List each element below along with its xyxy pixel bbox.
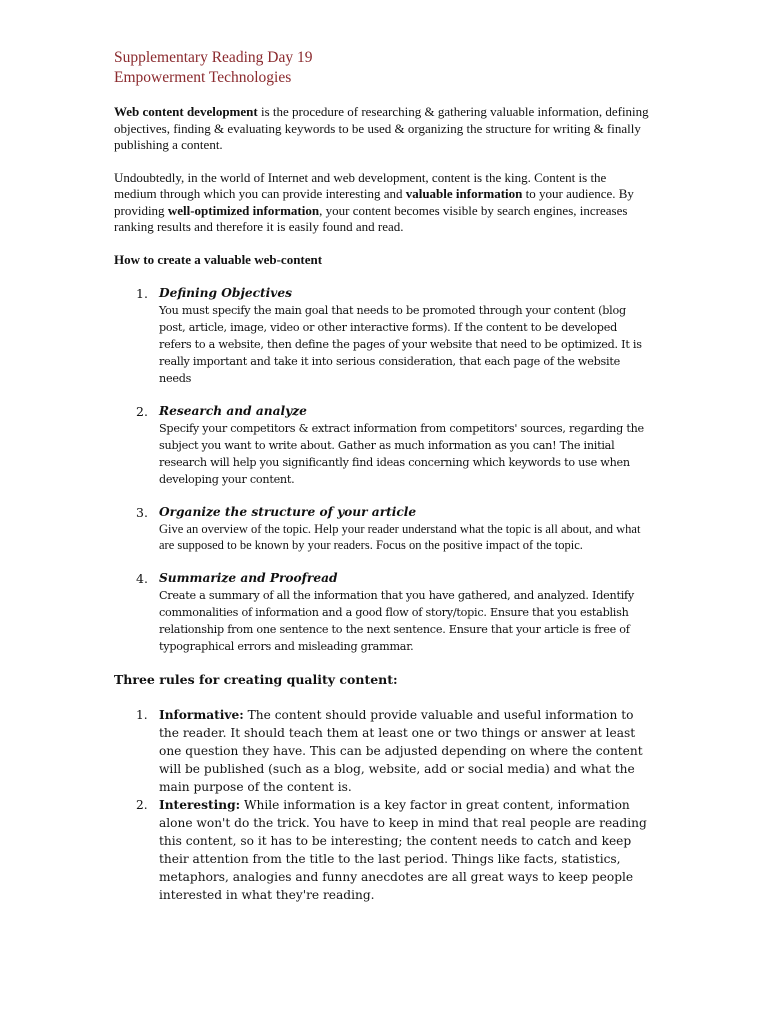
rules-heading: Three rules for creating quality content:	[114, 671, 398, 687]
term-valuable-information: valuable information	[405, 186, 523, 201]
step-item	[114, 570, 650, 655]
step-item	[114, 285, 650, 387]
rule-item	[114, 706, 650, 796]
heading-subject: Empowerment Technologies	[114, 69, 292, 86]
rule-title: Interesting:	[159, 797, 241, 812]
rule-text: The content should provide valuable and useful information to the reader. It should teach them at least one or two things or answer at least one question they have. This can be adjusted depending on where the content will be published (such as a blog, website, add or social media) and what the main purpose of the content is.	[159, 707, 643, 794]
rule-item	[114, 796, 650, 904]
step-text: You must specify the main goal that needs to be promoted through your content (blog post, article, image, video or other interactive forms). If the content to be developed refers to a website, then define the pages of your website that need to be optimized. It is really important and take it into serious consideration, that each page of the website needs	[159, 303, 642, 385]
term-well-optimized-information: well-optimized information	[167, 202, 320, 218]
step-text: Give an overview of the topic. Help your reader understand what the topic is all about, and what are supposed to be known by your readers. Focus on the positive impact of the topic.	[159, 521, 641, 552]
step-title: Summarize and Proofread	[159, 570, 338, 585]
intro-paragraph-2-text-a: Undoubtedly, in the world of Internet and web development, content is the king. Content is the medium through which you can provide interesting and	[114, 169, 607, 201]
rule-text: While information is a key factor in great content, information alone won't do the trick. You have to keep in mind that real people are reading this content, so it has to be interesting; the content needs to catch and keep their attention from the title to the last period. Things like facts, statistics, metaphors, analogies and funny anecdotes are all great ways to keep people interested in what they're reading.	[159, 797, 647, 902]
document-heading	[114, 48, 650, 88]
intro-paragraph-2-text-b: to your audience. By providing	[114, 186, 634, 218]
step-number: 3.	[136, 504, 148, 520]
term-web-content-development: Web content development	[114, 104, 258, 119]
steps-list	[114, 285, 650, 655]
step-text: Create a summary of all the information that you have gathered, and analyzed. Identify commonalities of information and a good flow of story/topic. Ensure that you establish relationship from one sentence to the next sentence. Ensure that your article is free of typographical errors and misleading grammar.	[159, 588, 634, 653]
rule-number: 1.	[136, 707, 148, 722]
rule-number: 2.	[136, 797, 148, 812]
intro-paragraph-2-text-c: , your content becomes visible by search engines, increases ranking results and therefore it is easily found and read.	[114, 202, 628, 234]
rule-title: Informative:	[159, 707, 244, 722]
step-title: Organize the structure of your article	[159, 504, 417, 519]
rules-list	[114, 706, 650, 904]
heading-title: Supplementary Reading Day 19	[114, 49, 313, 66]
step-number: 4.	[136, 570, 148, 586]
intro-paragraph-1	[114, 104, 650, 154]
section-heading: How to create a valuable web-content	[114, 251, 323, 267]
step-text: Specify your competitors & extract information from competitors' sources, regarding the subject you want to write about. Gather as much information as you can! The initial research will help you significantly find ideas concerning which keywords to use when developing your content.	[159, 421, 644, 486]
step-number: 1.	[136, 285, 148, 301]
step-item	[114, 504, 650, 554]
step-item	[114, 403, 650, 488]
step-number: 2.	[136, 403, 148, 419]
intro-paragraph-2	[114, 170, 650, 236]
step-title: Defining Objectives	[159, 285, 292, 300]
step-title: Research and analyze	[159, 403, 307, 418]
intro-paragraph-1-text: is the procedure of researching & gathering valuable information, defining objectives, finding & evaluating keywords to be used & organizing the structure for writing & finally publishing a content.	[114, 104, 649, 152]
